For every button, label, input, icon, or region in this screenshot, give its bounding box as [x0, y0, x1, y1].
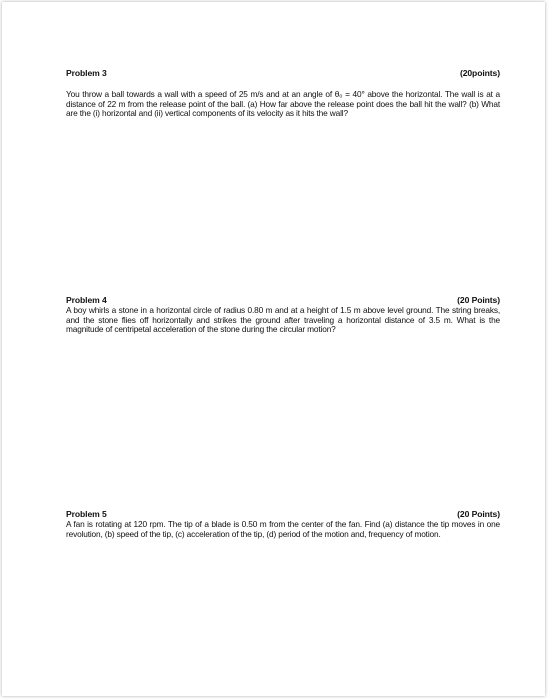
problem-4: [66, 295, 500, 335]
problem-5: [66, 509, 500, 539]
problem-4-title: Problem 4: [66, 295, 107, 305]
problem-3-title: Problem 3: [66, 68, 107, 78]
problem-5-points: (20 Points): [457, 509, 500, 519]
document-page: [2, 2, 545, 696]
problem-3: [66, 68, 500, 119]
problem-5-title: Problem 5: [66, 509, 107, 519]
problem-4-text: A boy whirls a stone in a horizontal circle of radius 0.80 m and at a height of 1.5 m above level ground. The string breaks, and the stone flies off horizontally and strikes the ground after traveling a horizontal distance of 3.5 m. What is the magnitude of centripetal acceleration of the stone during the circular motion?: [66, 305, 500, 335]
problem-3-header: [66, 68, 500, 79]
problem-3-points: (20points): [459, 68, 500, 78]
problem-4-points: (20 Points): [457, 295, 500, 305]
problem-5-text: A fan is rotating at 120 rpm. The tip of a blade is 0.50 m from the center of the fan. Find (a) distance the tip moves in one revolution, (b) speed of the tip, (c) acceleration of the tip, (d) period of the motion and, frequency of motion.: [66, 519, 500, 539]
problem-3-text: You throw a ball towards a wall with a speed of 25 m/s and at an angle of θ₀ = 40° above the horizontal. The wall is at a distance of 22 m from the release point of the ball. (a) How far above the release point does the ball hit the wall? (b) What are the (i) horizontal and (ii) vertical components of its velocity as it hits the wall?: [66, 89, 500, 119]
